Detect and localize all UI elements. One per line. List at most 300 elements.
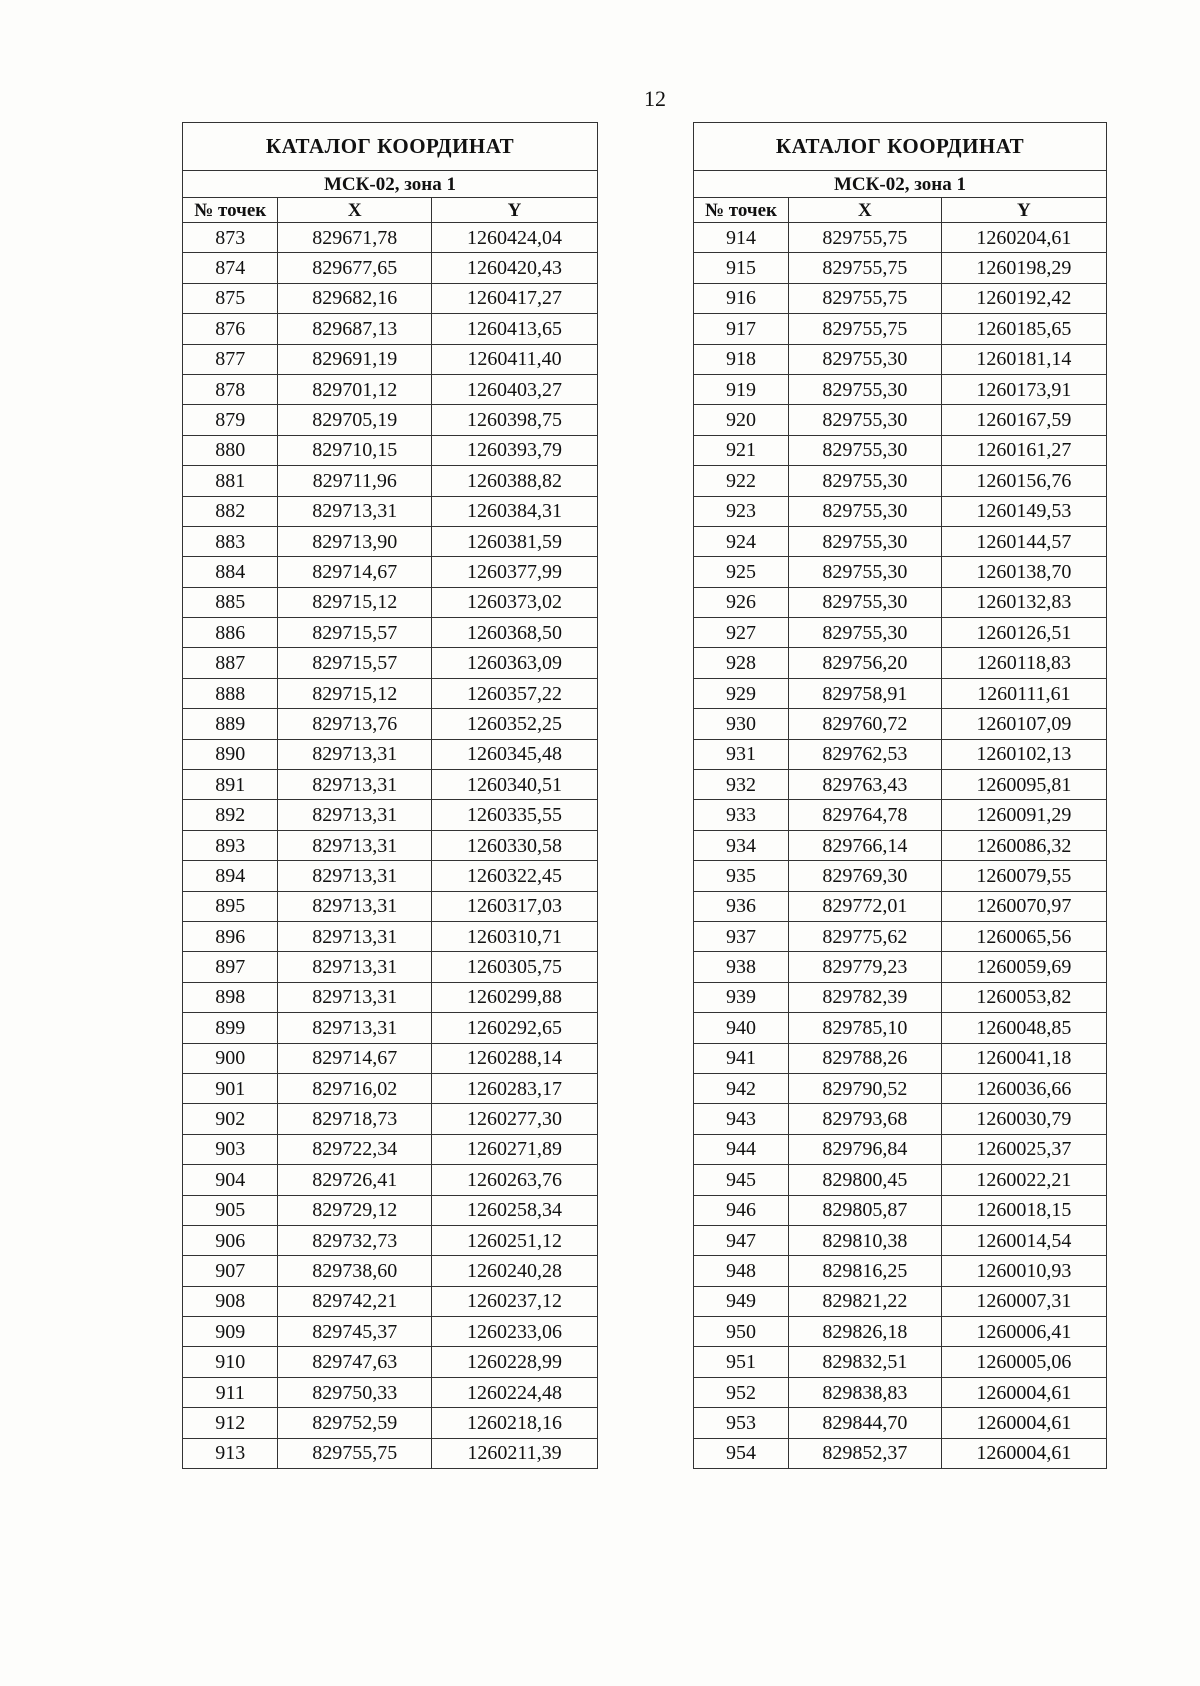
table-row [183,800,598,830]
point-number-cell: 939 [694,982,789,1012]
point-number-cell: 918 [694,344,789,374]
table-row [183,678,598,708]
coordinate-catalog-table-left [182,122,598,1469]
table-row [183,557,598,587]
y-coordinate-cell: 1260305,75 [431,952,597,982]
y-coordinate-cell: 1260258,34 [431,1195,597,1225]
y-coordinate-cell: 1260111,61 [941,678,1106,708]
y-coordinate-cell: 1260192,42 [941,283,1106,313]
y-coordinate-cell: 1260299,88 [431,982,597,1012]
x-coordinate-cell: 829715,12 [278,587,432,617]
table-row [183,1134,598,1164]
y-coordinate-cell: 1260041,18 [941,1043,1106,1073]
point-number-cell: 885 [183,587,278,617]
point-number-cell: 952 [694,1377,789,1407]
point-number-cell: 907 [183,1256,278,1286]
point-number-cell: 914 [694,223,789,253]
table-row [694,1256,1107,1286]
y-coordinate-cell: 1260228,99 [431,1347,597,1377]
point-number-cell: 941 [694,1043,789,1073]
coordinate-catalog-table-right [693,122,1107,1469]
y-coordinate-cell: 1260132,83 [941,587,1106,617]
y-coordinate-cell: 1260036,66 [941,1073,1106,1103]
x-coordinate-cell: 829790,52 [788,1073,941,1103]
point-number-cell: 911 [183,1377,278,1407]
point-number-cell: 927 [694,618,789,648]
point-number-cell: 880 [183,435,278,465]
table-row [183,587,598,617]
table-row [183,648,598,678]
y-coordinate-cell: 1260237,12 [431,1286,597,1316]
y-coordinate-cell: 1260377,99 [431,557,597,587]
x-coordinate-cell: 829715,57 [278,648,432,678]
point-number-cell: 903 [183,1134,278,1164]
table-row [694,223,1107,253]
point-number-cell: 913 [183,1438,278,1468]
x-coordinate-cell: 829766,14 [788,830,941,860]
table-row [183,1013,598,1043]
y-coordinate-cell: 1260363,09 [431,648,597,678]
y-coordinate-cell: 1260417,27 [431,283,597,313]
table-row [183,1073,598,1103]
x-coordinate-cell: 829714,67 [278,557,432,587]
x-coordinate-cell: 829729,12 [278,1195,432,1225]
x-coordinate-cell: 829713,31 [278,800,432,830]
table-row [694,1195,1107,1225]
x-coordinate-cell: 829755,75 [788,283,941,313]
y-coordinate-cell: 1260173,91 [941,374,1106,404]
column-header-x: X [278,198,432,223]
point-number-cell: 904 [183,1165,278,1195]
table-row [694,1408,1107,1438]
table-row [694,344,1107,374]
x-coordinate-cell: 829713,31 [278,496,432,526]
x-coordinate-cell: 829793,68 [788,1104,941,1134]
point-number-cell: 878 [183,374,278,404]
point-number-cell: 945 [694,1165,789,1195]
column-header-point-number: № точек [183,198,278,223]
table-row [183,982,598,1012]
x-coordinate-cell: 829732,73 [278,1225,432,1255]
point-number-cell: 944 [694,1134,789,1164]
y-coordinate-cell: 1260126,51 [941,618,1106,648]
point-number-cell: 929 [694,678,789,708]
point-number-cell: 946 [694,1195,789,1225]
x-coordinate-cell: 829755,75 [278,1438,432,1468]
table-row [183,1043,598,1073]
table-row [694,800,1107,830]
x-coordinate-cell: 829715,57 [278,618,432,648]
x-coordinate-cell: 829755,75 [788,314,941,344]
point-number-cell: 915 [694,253,789,283]
page-number: 12 [644,86,666,111]
table-row [694,770,1107,800]
point-number-cell: 916 [694,283,789,313]
table-row [183,891,598,921]
y-coordinate-cell: 1260310,71 [431,921,597,951]
point-number-cell: 895 [183,891,278,921]
table-row [694,1286,1107,1316]
table-row [183,435,598,465]
x-coordinate-cell: 829747,63 [278,1347,432,1377]
point-number-cell: 954 [694,1438,789,1468]
table-row [694,739,1107,769]
x-coordinate-cell: 829758,91 [788,678,941,708]
x-coordinate-cell: 829775,62 [788,921,941,951]
y-coordinate-cell: 1260384,31 [431,496,597,526]
point-number-cell: 949 [694,1286,789,1316]
y-coordinate-cell: 1260251,12 [431,1225,597,1255]
y-coordinate-cell: 1260138,70 [941,557,1106,587]
point-number-cell: 891 [183,770,278,800]
table-row [694,1377,1107,1407]
point-number-cell: 881 [183,466,278,496]
y-coordinate-cell: 1260004,61 [941,1438,1106,1468]
x-coordinate-cell: 829779,23 [788,952,941,982]
column-header-y: Y [941,198,1106,223]
y-coordinate-cell: 1260330,58 [431,830,597,860]
x-coordinate-cell: 829769,30 [788,861,941,891]
x-coordinate-cell: 829800,45 [788,1165,941,1195]
point-number-cell: 893 [183,830,278,860]
y-coordinate-cell: 1260004,61 [941,1377,1106,1407]
table-row [694,435,1107,465]
point-number-cell: 947 [694,1225,789,1255]
point-number-cell: 900 [183,1043,278,1073]
table-row [183,1225,598,1255]
point-number-cell: 899 [183,1013,278,1043]
y-coordinate-cell: 1260398,75 [431,405,597,435]
x-coordinate-cell: 829756,20 [788,648,941,678]
table-row [694,921,1107,951]
y-coordinate-cell: 1260368,50 [431,618,597,648]
point-number-cell: 876 [183,314,278,344]
coordinate-system: МСК-02, зона 1 [183,171,598,198]
table-body-left [183,223,598,1469]
table-row [183,921,598,951]
point-number-cell: 873 [183,223,278,253]
x-coordinate-cell: 829832,51 [788,1347,941,1377]
y-coordinate-cell: 1260161,27 [941,435,1106,465]
x-coordinate-cell: 829722,34 [278,1134,432,1164]
x-coordinate-cell: 829682,16 [278,283,432,313]
point-number-cell: 940 [694,1013,789,1043]
y-coordinate-cell: 1260218,16 [431,1408,597,1438]
y-coordinate-cell: 1260070,97 [941,891,1106,921]
table-row [694,709,1107,739]
y-coordinate-cell: 1260004,61 [941,1408,1106,1438]
y-coordinate-cell: 1260381,59 [431,526,597,556]
y-coordinate-cell: 1260005,06 [941,1347,1106,1377]
column-header-x: X [788,198,941,223]
x-coordinate-cell: 829852,37 [788,1438,941,1468]
y-coordinate-cell: 1260263,76 [431,1165,597,1195]
table-row [183,770,598,800]
x-coordinate-cell: 829713,31 [278,739,432,769]
x-coordinate-cell: 829716,02 [278,1073,432,1103]
x-coordinate-cell: 829755,30 [788,587,941,617]
table-row [183,283,598,313]
y-coordinate-cell: 1260144,57 [941,526,1106,556]
x-coordinate-cell: 829838,83 [788,1377,941,1407]
point-number-cell: 932 [694,770,789,800]
table-row [694,587,1107,617]
table-row [183,739,598,769]
table-row [694,1165,1107,1195]
y-coordinate-cell: 1260373,02 [431,587,597,617]
table-row [183,466,598,496]
x-coordinate-cell: 829821,22 [788,1286,941,1316]
table-row [694,982,1107,1012]
x-coordinate-cell: 829738,60 [278,1256,432,1286]
table-row [694,891,1107,921]
table-row [183,1195,598,1225]
x-coordinate-cell: 829711,96 [278,466,432,496]
x-coordinate-cell: 829755,30 [788,496,941,526]
table-row [183,618,598,648]
y-coordinate-cell: 1260393,79 [431,435,597,465]
table-row [694,648,1107,678]
x-coordinate-cell: 829713,31 [278,861,432,891]
table-row [694,1013,1107,1043]
table-row [183,344,598,374]
point-number-cell: 909 [183,1317,278,1347]
table-row [694,1347,1107,1377]
x-coordinate-cell: 829715,12 [278,678,432,708]
x-coordinate-cell: 829671,78 [278,223,432,253]
point-number-cell: 922 [694,466,789,496]
table-row [183,374,598,404]
table-row [183,223,598,253]
y-coordinate-cell: 1260095,81 [941,770,1106,800]
y-coordinate-cell: 1260065,56 [941,921,1106,951]
table-row [183,405,598,435]
table-body-right [694,223,1107,1469]
y-coordinate-cell: 1260053,82 [941,982,1106,1012]
y-coordinate-cell: 1260018,15 [941,1195,1106,1225]
y-coordinate-cell: 1260424,04 [431,223,597,253]
y-coordinate-cell: 1260211,39 [431,1438,597,1468]
y-coordinate-cell: 1260388,82 [431,466,597,496]
table-row [694,314,1107,344]
x-coordinate-cell: 829805,87 [788,1195,941,1225]
x-coordinate-cell: 829755,30 [788,435,941,465]
table-row [183,830,598,860]
x-coordinate-cell: 829713,31 [278,921,432,951]
point-number-cell: 938 [694,952,789,982]
point-number-cell: 898 [183,982,278,1012]
x-coordinate-cell: 829691,19 [278,344,432,374]
table-row [183,1317,598,1347]
x-coordinate-cell: 829687,13 [278,314,432,344]
y-coordinate-cell: 1260420,43 [431,253,597,283]
x-coordinate-cell: 829755,30 [788,405,941,435]
table-row [183,496,598,526]
y-coordinate-cell: 1260288,14 [431,1043,597,1073]
x-coordinate-cell: 829782,39 [788,982,941,1012]
point-number-cell: 930 [694,709,789,739]
x-coordinate-cell: 829713,31 [278,770,432,800]
point-number-cell: 877 [183,344,278,374]
x-coordinate-cell: 829713,31 [278,952,432,982]
table-row [183,1104,598,1134]
column-header-point-number: № точек [694,198,789,223]
table-row [183,314,598,344]
x-coordinate-cell: 829755,30 [788,557,941,587]
table-row [694,374,1107,404]
x-coordinate-cell: 829713,76 [278,709,432,739]
table-row [183,952,598,982]
point-number-cell: 902 [183,1104,278,1134]
x-coordinate-cell: 829788,26 [788,1043,941,1073]
y-coordinate-cell: 1260283,17 [431,1073,597,1103]
point-number-cell: 906 [183,1225,278,1255]
x-coordinate-cell: 829826,18 [788,1317,941,1347]
table-row [694,618,1107,648]
point-number-cell: 934 [694,830,789,860]
table-row [694,1043,1107,1073]
x-coordinate-cell: 829713,31 [278,830,432,860]
x-coordinate-cell: 829718,73 [278,1104,432,1134]
table-row [694,1225,1107,1255]
x-coordinate-cell: 829755,75 [788,253,941,283]
y-coordinate-cell: 1260340,51 [431,770,597,800]
point-number-cell: 897 [183,952,278,982]
point-number-cell: 888 [183,678,278,708]
y-coordinate-cell: 1260102,13 [941,739,1106,769]
point-number-cell: 943 [694,1104,789,1134]
y-coordinate-cell: 1260352,25 [431,709,597,739]
y-coordinate-cell: 1260292,65 [431,1013,597,1043]
table-row [694,283,1107,313]
y-coordinate-cell: 1260317,03 [431,891,597,921]
point-number-cell: 953 [694,1408,789,1438]
y-coordinate-cell: 1260059,69 [941,952,1106,982]
x-coordinate-cell: 829752,59 [278,1408,432,1438]
point-number-cell: 924 [694,526,789,556]
table-row [694,1104,1107,1134]
y-coordinate-cell: 1260277,30 [431,1104,597,1134]
table-row [183,1286,598,1316]
point-number-cell: 917 [694,314,789,344]
table-row [183,709,598,739]
point-number-cell: 923 [694,496,789,526]
y-coordinate-cell: 1260335,55 [431,800,597,830]
x-coordinate-cell: 829772,01 [788,891,941,921]
x-coordinate-cell: 829755,30 [788,344,941,374]
table-row [694,952,1107,982]
table-row [694,1438,1107,1468]
y-coordinate-cell: 1260413,65 [431,314,597,344]
point-number-cell: 933 [694,800,789,830]
table-row [183,526,598,556]
y-coordinate-cell: 1260181,14 [941,344,1106,374]
x-coordinate-cell: 829760,72 [788,709,941,739]
point-number-cell: 879 [183,405,278,435]
point-number-cell: 951 [694,1347,789,1377]
point-number-cell: 931 [694,739,789,769]
y-coordinate-cell: 1260149,53 [941,496,1106,526]
point-number-cell: 905 [183,1195,278,1225]
table-row [694,861,1107,891]
table-row [183,1256,598,1286]
x-coordinate-cell: 829677,65 [278,253,432,283]
coordinate-system: МСК-02, зона 1 [694,171,1107,198]
point-number-cell: 921 [694,435,789,465]
x-coordinate-cell: 829844,70 [788,1408,941,1438]
x-coordinate-cell: 829755,75 [788,223,941,253]
point-number-cell: 908 [183,1286,278,1316]
point-number-cell: 912 [183,1408,278,1438]
x-coordinate-cell: 829755,30 [788,618,941,648]
y-coordinate-cell: 1260233,06 [431,1317,597,1347]
point-number-cell: 948 [694,1256,789,1286]
table-row [694,1317,1107,1347]
table-row [183,1165,598,1195]
table-row [183,1408,598,1438]
y-coordinate-cell: 1260167,59 [941,405,1106,435]
table-title: КАТАЛОГ КООРДИНАТ [183,123,598,171]
y-coordinate-cell: 1260091,29 [941,800,1106,830]
point-number-cell: 892 [183,800,278,830]
point-number-cell: 896 [183,921,278,951]
y-coordinate-cell: 1260224,48 [431,1377,597,1407]
table-row [694,557,1107,587]
point-number-cell: 950 [694,1317,789,1347]
y-coordinate-cell: 1260403,27 [431,374,597,404]
x-coordinate-cell: 829755,30 [788,466,941,496]
x-coordinate-cell: 829701,12 [278,374,432,404]
x-coordinate-cell: 829742,21 [278,1286,432,1316]
x-coordinate-cell: 829726,41 [278,1165,432,1195]
y-coordinate-cell: 1260345,48 [431,739,597,769]
point-number-cell: 890 [183,739,278,769]
point-number-cell: 910 [183,1347,278,1377]
table-row [694,678,1107,708]
x-coordinate-cell: 829755,30 [788,526,941,556]
x-coordinate-cell: 829816,25 [788,1256,941,1286]
point-number-cell: 887 [183,648,278,678]
table-row [183,1377,598,1407]
point-number-cell: 936 [694,891,789,921]
x-coordinate-cell: 829713,31 [278,982,432,1012]
point-number-cell: 894 [183,861,278,891]
x-coordinate-cell: 829796,84 [788,1134,941,1164]
x-coordinate-cell: 829810,38 [788,1225,941,1255]
y-coordinate-cell: 1260322,45 [431,861,597,891]
column-header-y: Y [431,198,597,223]
y-coordinate-cell: 1260198,29 [941,253,1106,283]
x-coordinate-cell: 829714,67 [278,1043,432,1073]
y-coordinate-cell: 1260271,89 [431,1134,597,1164]
x-coordinate-cell: 829710,15 [278,435,432,465]
table-row [183,1438,598,1468]
x-coordinate-cell: 829713,31 [278,1013,432,1043]
point-number-cell: 920 [694,405,789,435]
x-coordinate-cell: 829713,90 [278,526,432,556]
table-title: КАТАЛОГ КООРДИНАТ [694,123,1107,171]
x-coordinate-cell: 829750,33 [278,1377,432,1407]
table-row [694,1073,1107,1103]
x-coordinate-cell: 829762,53 [788,739,941,769]
point-number-cell: 886 [183,618,278,648]
table-row [694,253,1107,283]
table-row [183,1347,598,1377]
point-number-cell: 883 [183,526,278,556]
x-coordinate-cell: 829763,43 [788,770,941,800]
y-coordinate-cell: 1260030,79 [941,1104,1106,1134]
point-number-cell: 925 [694,557,789,587]
